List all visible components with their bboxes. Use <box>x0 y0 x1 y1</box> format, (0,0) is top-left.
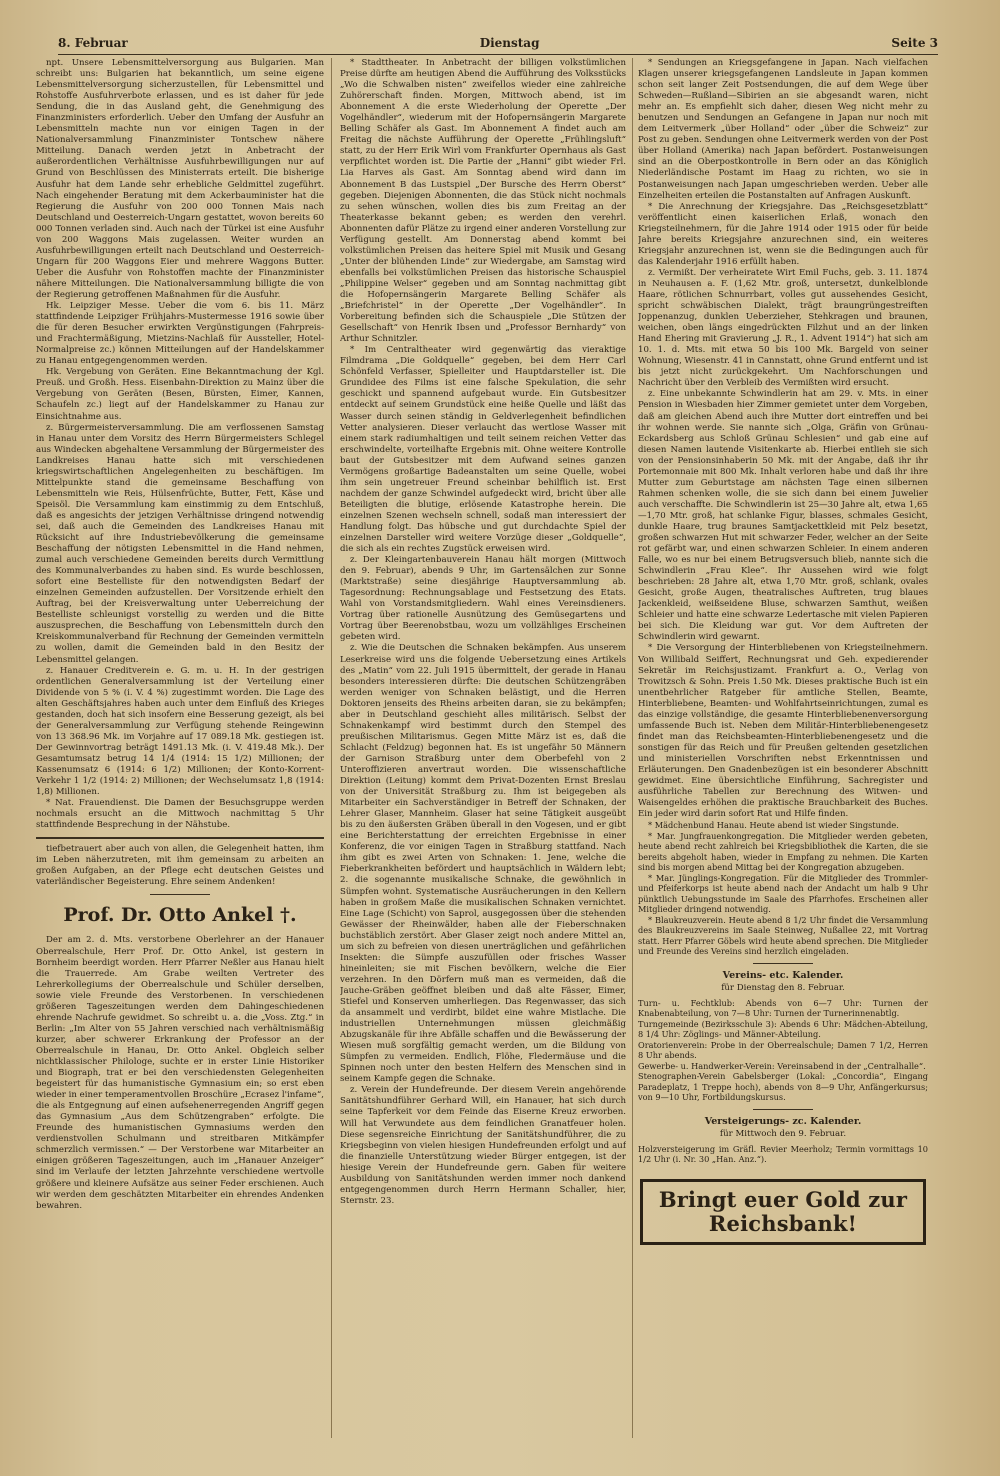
obituary-text: Der am 2. d. Mts. verstorbene Oberlehrer an der Hanauer Oberrealschule, Herr Prof. Dr. Otto Ankel, ist gestern in Bornheim beerdigt worden. Herr Pfarrer Neßler aus Hanau hielt die Trauerrede. Am Grabe weilten Vertreter des Lehrerkollegiums der Oberrealschule und Schüler derselben, sowie viele Freunde des Verstorbenen. In verschiedenen größeren Tageszeitungen werden dem Dahingeschiedenen ehrende Nachrufe gewidmet. So schreibt u. a. die „Voss. Ztg.“ in Berlin: „Im Alter von 55 Jahren verschied nach verhältnismäßig kurzer, aber schwerer Erkrankung der Professor an der Oberrealschule in Hanau, Dr. Otto Ankel. Obgleich selber nichtklassischer Philologe, suchte er in erster Linie Historiker und Biograph, trat er bei den verschiedensten Gelegenheiten begeistert für das humanistische Gymnasium ein; so erst eben wieder in einer temperamentvollen Broschüre „Ecrasez l'infame“, die als Entgegnung auf einen aufsehenerregenden Angriff gegen das Gymnasium „Aus dem Schützengraben“ erfolgte. Die Freunde des humanistischen Gymnasiums werden den verdienstvollen Schulmann und streitbaren Mitkämpfer schmerzlich vermissen.“ — Der Verstorbene war Mitarbeiter an einigen größeren Tageszeitungen, auch im „Hanauer Anzeiger“ sind im Verlaufe der letzten Jahrzehnte verschiedene wertvolle größere und kleinere Aufsätze aus seiner Feder erschienen. Auch wir werden dem geschätzten Mitarbeiter ein ehrendes Andenken bewahren. <box>36 935 324 1211</box>
divider <box>753 1109 813 1110</box>
column-left <box>36 58 324 1428</box>
kalender-entry: Oratorienverein: Probe in der Oberrealschule; Damen 7 1/2, Herren 8 Uhr abends. <box>638 1039 928 1061</box>
header-weekday: Dienstag <box>479 36 540 50</box>
kalender-entry: Stenographen-Verein Gabelsberger (Lokal: „Concordia“, Eingang Paradeplatz, 1 Treppe hoch), abends von 8—9 Uhr, Anfängerkursus; von 9—10 Uhr, Fortbildungskursus. <box>638 1071 928 1103</box>
page-header <box>58 32 938 55</box>
column-right <box>638 58 928 1428</box>
kalender-entry: Holzversteigerung im Gräfl. Revier Meerholz; Termin vormittags 10 1/2 Uhr (i. Nr. 30 „Han. Anz.“). <box>638 1143 928 1165</box>
header-date: 8. Februar <box>58 36 128 50</box>
kalender-title: Vereins- etc. Kalender. <box>722 969 844 981</box>
article-frauendienst: * Nat. Frauendienst. Die Damen der Besuchsgruppe werden nochmals ersucht an die Mittwoch nachmittag 5 Uhr stattfindende Besprechung in der Nähstube. <box>36 798 324 831</box>
article-stadttheater: * Stadttheater. In Anbetracht der billigen volkstümlichen Preise dürfte am heutigen Abend die Aufführung des Volksstücks „Wo die Schwalben nisten“ zweifellos wieder eine zahlreiche Zuhörerschaft finden. Morgen, Mittwoch abend, ist im Abonnement A die erste Wiederholung der Operette „Der Vogelhändler“, wiederum mit der Hofopernsängerin Margarete Belling Schäfer als Gast. Im Abonnement A findet auch am Freitag die nächste Aufführung der Operette „Frühlingsluft“ statt, zu der Herr Erik Wirl vom Frankfurter Opernhaus als Gast verpflichtet worden ist. Die Partie der „Hanni“ gibt wieder Frl. Lia Harves als Gast. Am Sonntag abend wird dann im Abonnement B das Lustspiel „Der Bursche des Herrn Oberst“ gegeben. Diejenigen Abonnenten, die das Stück nicht nochmals zu sehen wünschen, wollen dies bis zum Freitag an der Theaterkasse bekannt geben; es werden den verehrl. Abonnenten dafür Plätze zu irgend einer anderen Vorstellung zur Verfügung gestellt. Am Donnerstag abend kommt bei volkstümlichen Preisen das heitere Spiel mit Musik und Gesang „Unter der blühenden Linde“ zur Wiedergabe, am Samstag wird ebenfalls bei volkstümlichen Preisen das historische Schauspiel „Philippine Welser“ gegeben und am Sonntag nachmittag gibt die Hofopernsängerin Margarete Belling Schäfer als „Briefchristel“ in der Operette „Der Vogelhändler“. In Vorbereitung befinden sich die Schauspiele „Die Stützen der Gesellschaft“ von Henrik Ibsen und „Professor Bernhardy“ von Arthur Schnitzler. <box>340 58 626 345</box>
kalender-title: Versteigerungs- zc. Kalender. <box>704 1115 862 1127</box>
column-divider <box>632 58 633 1438</box>
article-centraltheater: * Im Centraltheater wird gegenwärtig das vieraktige Filmdrama „Die Goldquelle“ gegeben, bei dem Herr Carl Schönfeld Verfasser, Spielleiter und Hauptdarsteller ist. Die Grundidee des Films ist eine falsche Spekulation, die sehr geschickt und spannend aufgebaut wurde. Ein Gutsbesitzer entdeckt auf seinem Grundstück eine heiße Quelle und läßt das Wasser durch seinen ständig in Geldverlegenheit befindlichen Vetter analysieren. Dieser verlaucht das wertlose Wasser mit einem stark radiumhaltigen und teilt seinem reichen Vetter das erschwindelte, vorteilhafte Ergebnis mit. Ohne weitere Kontrolle baut der Gutsbesitzer mit dem Aufwand seines ganzen Vermögens großartige Badeanstalten um seine Quelle, wobei ihm sein ungetreuer Freund scheinbar behilflich ist. Erst nachdem der ganze Schwindel aufgedeckt wird, bricht über alle Beteiligten die blutige, erlösende Katastrophe herein. Die einzelnen Szenen wechseln schnell, sodaß man interessiert der Handlung folgt. Das hübsche und gut durchdachte Spiel der einzelnen Darsteller wird weitere Vorzüge dieser „Goldquelle“, die sich als ein rechtes Zugstück erweisen wird. <box>340 345 626 555</box>
header-page-number: Seite 3 <box>891 36 938 50</box>
article-vermisst: z. Vermißt. Der verheiratete Wirt Emil Fuchs, geb. 3. 11. 1874 in Neuhausen a. F. (1,62 Mtr. groß, untersetzt, dunkelblonde Haare, rötlichen Schnurrbart, volles gut aussehendes Gesicht, spricht schwäbischen Dialekt, trägt braungrüngestreiften Joppenanzug, dunklen Ueberzieher, Stehkragen und braunen, weichen, oben längs eingedrückten Filzhut und an der linken Hand Ehering mit Gravierung „J. R., 1. Advent 1914“) hat sich am 10. 1. d. Mts. mit etwa 50 bis 100 Mk. Bargeld von seiner Wohnung, Wiesenstr. 41 in Cannstatt, ohne Grund entfernt und ist bis jetzt nicht zurückgekehrt. Um Nachforschungen und Nachricht über den Verbleib des Vermißten wird ersucht. <box>638 267 928 389</box>
article-hinterbliebene: * Die Versorgung der Hinterbliebenen von Kriegsteilnehmern. Von Willibald Seiffert, Rechnungsrat und Geh. expedierender Sekretär im Reichsjustizamt. Frankfurt a. O., Verlag von Trowitzsch & Sohn. Preis 1.50 Mk. Dieses praktische Buch ist ein unentbehrlicher Ratgeber für amtliche Stellen, Beamte, Hinterbliebene, Beamten- und Wohlfahrtseinrichtungen, zumal es das einzige vollständige, die gesamte Hinterbliebenenversorgung umfassende Buch ist. Neben dem Militär-Hinterbliebenengesetz findet man das Reichsbeamten-Hinterbliebenengesetz und die sonstigen für das Reich und für Preußen geltenden gesetzlichen und ministeriellen Vorschriften nebst Erkenntnissen und Erläuterungen. Den Gnadenbezügen ist ein besonderer Abschnitt gewidmet. Eine übersichtliche Einführung, Sachregister und ausführliche Tabellen zur Berechnung des Witwen- und Waisengeldes erhöhen die praktische Brauchbarkeit des Buches. Ein jeder wird darin sofort Rat und Hilfe finden. <box>638 643 928 820</box>
vereins-kalender <box>638 970 928 1103</box>
article-kleingartenbauverein: z. Der Kleingartenbauverein Hanau hält morgen (Mittwoch den 9. Februar), abends 9 Uhr, im Gartensälchen zur Sonne (Marktstraße) seine diesjährige Hauptversammlung ab. Tagesordnung: Rechnungsablage und Festsetzung des Etats. Wahl von Vorstandsmitgliedern. Wahl eines Vereinsdieners. Vortrag über rationelle Ausnützung des Gemüsegartens und Vortrag über Beerenobstbau, wozu um vollzähliges Erscheinen gebeten wird. <box>340 555 626 643</box>
article-leipziger-messe: Hk. Leipziger Messe. Ueber die vom 6. bis 11. März stattfindende Leipziger Frühjahrs-Mustermesse 1916 sowie über die für deren Besucher erwirkten Vergünstigungen (Fahrpreis- und Frachtermäßigung, Mietzins-Nachlaß für Aussteller, Hotel-Normalpreise zc.) können Mitteilungen auf der Handelskammer zu Hanau entgegengenommen werden. <box>36 301 324 367</box>
column-middle <box>340 58 626 1428</box>
article-schwindlerin: z. Eine unbekannte Schwindlerin hat am 29. v. Mts. in einer Pension in Wiesbaden hier Zimmer gemietet unter dem Vorgeben, daß am gleichen Abend auch ihre Mutter dort eintreffen und bei ihr wohnen werde. Sie nannte sich „Olga, Gräfin von Grünau-Eckardsberg aus Schloß Grünau Schlesien“ und gab eine auf diesen Namen lautende Visitenkarte ab. Hierbei entlieh sie sich von der Pensionsinhaberin 50 Mk. mit der Angabe, daß ihr ihr Portemonnaie mit 800 Mk. Inhalt verloren habe und daß ihr ihre Mutter zum Geburtstage am nächsten Tage einen silbernen Rahmen schenken wolle, die sie sich dann bei einem Juwelier auch verschaffte. Die Schwindlerin ist 25—30 Jahre alt, etwa 1,65—1,70 Mtr. groß, hat schlanke Figur, blasses, schmales Gesicht, dunkle Haare, trug braunes Samtjackettkleid mit Pelz besetzt, großen schwarzen Hut mit schwarzer Feder, welcher an der Seite rot gefärbt war, und einen schwarzen Schleier. In einem anderen Falle, wo es nur bei einem Betrugsversuch blieb, nannte sich die Schwindlerin „Frau Klee“. Ihr Aussehen wird wie folgt beschrieben: 28 Jahre alt, etwa 1,70 Mtr. groß, schlank, ovales Gesicht, große Augen, theatralisches Auftreten, trug blaues Jackenkleid, weißseidene Bluse, schwarzen Samthut, weißen Schleier und hatte eine schwarze Ledertasche mit vielen Papieren bei sich. Die Kleidung war gut. Vor dem Auftreten der Schwindlerin wird gewarnt. <box>638 389 928 643</box>
obituary-continuation: tiefbetrauert aber auch von allen, die Gelegenheit hatten, ihm im Leben näherzutreten, mit ihm gemeinsam zu arbeiten an großen Aufgaben, an der Pflege echt deutschen Geistes und vaterländischer Begeisterung. Ehre seinem Andenken! <box>36 844 324 888</box>
article-creditverein: z. Hanauer Creditverein e. G. m. u. H. In der gestrigen ordentlichen Generalversammlung ist der Verteilung einer Dividende von 5 % (i. V. 4 %) zugestimmt worden. Die Lage des alten Geschäftsjahres haben auch unter dem Einfluß des Krieges gestanden, doch hat sich insofern eine Besserung gezeigt, als bei der Generalversammlung zur Verfügung stehende Reingewinn von 13 368.96 Mk. im Vorjahre auf 17 089.18 Mk. gestiegen ist. Der Gewinnvortrag beträgt 1491.13 Mk. (i. V. 419.48 Mk.). Der Gesamtumsatz betrug 14 1/4 (1914: 15 1/2) Millionen; der Kassenumsatz 6 (1914: 6 1/2) Millionen; der Konto-Korrent-Verkehr 1 1/2 (1914: 2) Millionen; der Wechselumsatz 1,8 (1914: 1,8) Millionen. <box>36 665 324 798</box>
kalender-entry: Turngemeinde (Bezirksschule 3): Abends 6 Uhr: Mädchen-Abteilung, 8 1/4 Uhr: Zöglings- und Männer-Abteilung. <box>638 1018 928 1040</box>
notice-blaukreuzverein: * Blaukreuzverein. Heute abend 8 1/2 Uhr findet die Versammlung des Blaukreuzvereins im Saale Steinweg, Nußallee 22, mit Vortrag statt. Herr Pfarrer Göbels wird heute abend sprechen. Die Mitglieder und Freunde des Vereins sind herzlich eingeladen. <box>638 914 928 957</box>
article-kriegsjahre: * Die Anrechnung der Kriegsjahre. Das „Reichsgesetzblatt“ veröffentlicht einen kaiserlichen Erlaß, wonach den Kriegsteilnehmern, für die Jahre 1914 oder 1915 oder für beide Jahre bereits Kriegsjahre anzurechnen sind, ein weiteres Kriegsjahr anzurechnen ist, wenn sie die Bedingungen auch für das Kalenderjahr 1916 erfüllt haben. <box>638 201 928 267</box>
kalender-entry: Gewerbe- u. Handwerker-Verein: Vereinsabend in der „Centralhalle“. <box>638 1060 926 1071</box>
article-kriegsgefangene-japan: * Sendungen an Kriegsgefangene in Japan. Nach vielfachen Klagen unserer kriegsgefangenen Landsleute in Japan kommen schon seit langer Zeit Postsendungen, die auf dem Wege über Schweden—Rußland—Sibirien an sie abgesandt waren, nicht mehr an. Es empfiehlt sich daher, diesen Weg nicht mehr zu benutzen und Sendungen an Gefangene in Japan nur noch mit dem Leitvermerk „über Holland“ oder „über die Schweiz“ zur Post zu geben. Sendungen ohne Leitvermerk werden von der Post über Holland (Amerika) nach Japan befördert. Postanweisungen sind an die Oberpostkontrolle in Bern oder an das Königlich Niederländische Postamt im Haag zu richten, wo sie in Postanweisungen nach Japan umgeschrieben werden. Ueber alle Einzelheiten erteilen die Postanstalten auf Anfragen Auskunft. <box>638 58 928 201</box>
divider <box>753 963 813 964</box>
column-divider <box>331 58 332 1438</box>
kalender-subtitle: für Mittwoch den 9. Februar. <box>719 1128 847 1139</box>
article-hundefreunde: z. Verein der Hundefreunde. Der diesem Verein angehörende Sanitätshundführer Gerhard Will, ein Hanauer, hat sich durch seine Tapferkeit vor dem Feinde das Eiserne Kreuz erworben. Will hat Verwundete aus dem feindlichen Granatfeuer holen. Diese segensreiche Einrichtung der Sanitätshundführer, die zu Kriegsbeginn von vielen hiesigen Hundefreunden erfolgt und auf die finanzielle Unterstützung wieder Bürger entgegen, ist der hiesige Verein der Hundefreunde gern. Gaben für weitere Ausbildung von Sanitätshunden werden immer noch dankend entgegengenommen durch Herrn Hermann Schaller, hier, Sternstr. 23. <box>340 1085 626 1206</box>
article-schnaken: z. Wie die Deutschen die Schnaken bekämpfen. Aus unserem Leserkreise wird uns die folgende Uebersetzung eines Artikels des „Matin“ vom 22. Juli 1915 übermittelt, der gerade in Hanau besonders interessieren dürfte: Die deutschen Schützengräben werden weniger von Schnaken belästigt, und die Herren Doktoren jenseits des Rheins arbeiten daran, sie zu bekämpfen; aber in Deutschland geschieht alles militärisch. Selbst der Schnakenkampf wird bestimmt durch den Stempel des preußischen Militarismus. Gegen Mitte März ist es, daß die Schlacht (Feldzug) begonnen hat. Es ist ungefähr 50 Männern der Garnison Straßburg unter dem Oberbefehl von 2 Unteroffizieren anvertraut worden. Die wissenschaftliche Direktion (Leitung) kommt dem Privat-Dozenten Ernst Breslau von der Universität Straßburg zu. Ihm ist beigegeben als Mitarbeiter ein Sachverständiger in Betreff der Schnaken, der Lehrer Glaser, Mannheim. Glaser hat seine Tätigkeit ausgeübt bis zu den äußersten Gräben überall in den Vogesen, und er gibt eine Berichterstattung der erreichten Ergebnisse in einer Konferenz, die vor einigen Tagen in Straßburg stattfand. Nach ihm gibt es zwei Arten von Schnaken: 1. Jene, welche die Fieberkrankheiten befördert und hauptsächlich in Wäldern lebt; 2. die sogenannte musikalische Schnake, die gewöhnlich in Sümpfen wohnt. Systematische Ausräucherungen in den Kellern haben in großem Maße die musikalischen Schnaken vernichtet. Eine Lage (Schicht) von Saprol, ausgegossen über die stehenden Gewässer der Rheinwälder, haben alle der Fieberschnaken buchstäblich zerstört. Aber Glaser zeigt noch andere Mittel an, um sich zu befreien von diesen unerträglichen und gefährlichen Insekten: die Sümpfe auszufüllen oder frisches Wasser hineinleiten; sie mit Fischen bevölkern, welche die Eier verzehren. In den Dörfern muß man es vermeiden, daß die Jauche-Gräben geöffnet bleiben und daß alte Fässer, Eimer, Stiefel und Konserven umherliegen. Das Regenwasser, das sich da ansammelt und verdirbt, bildet eine wahre Mistlache. Die industriellen Unternehmungen müssen gleichmäßig Abzugskanäle für ihre Abfälle schaffen und die Bewässerung der Wiesen muß sorgfältig gemacht werden, um die Bildung von Sümpfen zu vermeiden. Endlich, Flöhe, Fledermäuse und die Spinnen noch unter den besten Helfern des Menschen sind in seinem Kampfe gegen die Schnake. <box>340 643 626 1085</box>
kalender-entry: Turn- u. Fechtklub: Abends von 6—7 Uhr: Turnen der Knabenabteilung, von 7—8 Uhr: Turnen der Turnerinnenabtlg. <box>638 997 928 1019</box>
versteigerungs-kalender <box>638 1116 928 1165</box>
divider <box>150 894 210 895</box>
reichsbank-gold-notice: Bringt euer Gold zur Reichsbank! <box>640 1179 926 1245</box>
notice-juenglingskongregation: * Mar. Jünglings-Kongregation. Für die Mitglieder des Trommler- und Pfeiferkorps ist heute abend nach der Andacht um halb 9 Uhr pünktlich Uebungsstunde im Saale des Pfarrhofes. Erscheinen aller Mitglieder dringend notwendig. <box>638 872 928 915</box>
obituary-title: Prof. Dr. Otto Ankel †. <box>63 904 297 927</box>
article-bulgarien: npt. Unsere Lebensmittelversorgung aus Bulgarien. Man schreibt uns: Bulgarien hat bekanntlich, um seine eigene Lebensmittelversorgung sicherzustellen, für Lebensmittel und Rohstoffe Ausfuhrverbote erlassen, und es ist daher für jede Sendung, die in das Ausland geht, die Genehmigung des Finanzministers erforderlich. Ueber den Umfang der Ausfuhr an Lebensmitteln machte nun vor einigen Tagen in der Nationalversammlung Finanzminister Tontschew nähere Mitteilung. Danach werden jetzt in Anbetracht der außerordentlichen Verhältnisse Ausfuhrbewilligungen nur auf Grund von Beschlüssen des Ministerrats erteilt. Die bisherige Ausfuhr hat dem Lande sehr erhebliche Geldmittel zugeführt. Nach eingehender Beratung mit dem Ackerbauminister hat die Regierung die Ausfuhr von 200 000 Tonnen Mais nach Deutschland und Oesterreich-Ungarn gestattet, wovon bereits 60 000 Tonnen verladen sind. Auch nach der Türkei ist eine Ausfuhr von 200 Waggons Mais zugelassen. Weiter wurden an Ausfuhrbewilligungen erteilt nach Deutschland und Oesterreich-Ungarn für 200 Waggons Eier und mehrere Waggons Butter. Ueber die Ausfuhr von Rohstoffen machte der Finanzminister nähere Mitteilungen. Die Nationalversammlung billigte die von der Regierung getroffenen Maßnahmen für die Ausfuhr. <box>36 58 324 300</box>
article-buergermeisterversammlung: z. Bürgermeisterversammlung. Die am verflossenen Samstag in Hanau unter dem Vorsitz des Herrn Bürgermeisters Schlegel aus Windecken abgehaltene Versammlung der Bürgermeister des Landkreises Hanau hatte sich mit verschiedenen kriegswirtschaftlichen Angelegenheiten zu beschäftigen. Im Mittelpunkte stand die gemeinsame Beschaffung von Lebensmitteln wie Reis, Hülsenfrüchte, Butter, Fett, Käse und Speisöl. Die Versammlung kam einstimmig zu dem Entschluß, daß es angesichts der jetzigen Verhältnisse dringend notwendig sei, daß auch die Gemeinden des Landkreises Hanau mit Rücksicht auf ihre Industriebevölkerung die gemeinsame Beschaffung der nötigsten Lebensmittel in die Hand nehmen, zumal auch verschiedene Gemeinden bereits durch Vermittlung des Kommunalverbandes zu haben sind. Es wurde beschlossen, sofort eine Bestelliste für den notwendigsten Bedarf der einzelnen Gemeinden aufzustellen. Der Vorsitzende erhielt den Auftrag, bei der Kreisverwaltung unter Ueberreichung der Bestelliste schleunigst vorstellig zu werden und die Bitte auszusprechen, die Beschaffung von Lebensmitteln durch den Kreiskommunalverband für Rechnung der Gemeinden vermitteln zu wollen, damit die Gemeinden bald in den Besitz der Lebensmittel gelangen. <box>36 422 324 665</box>
notice-maedchenbund: * Mädchenbund Hanau. Heute abend ist wieder Singstunde. <box>648 820 899 831</box>
article-vergebung-geraeten: Hk. Vergebung von Geräten. Eine Bekanntmachung der Kgl. Preuß. und Großh. Hess. Eisenbahn-Direktion zu Mainz über die Vergebung von Geräten (Besen, Bürsten, Eimer, Kannen, Schaufeln zc.) liegt auf der Handelskammer zu Hanau zur Einsichtnahme aus. <box>36 367 324 422</box>
notice-jungfrauenkongregation: * Mar. Jungfrauenkongregation. Die Mitglieder werden gebeten, heute abend recht zahlreich bei Kriegsbibliothek die Karten, die sie bereits abgeholt haben, wieder in Empfang zu nehmen. Die Karten sind bis morgen abend Mittag bei der Kongregation abzugeben. <box>638 830 928 873</box>
kalender-subtitle: für Dienstag den 8. Februar. <box>721 982 845 993</box>
section-rule <box>36 837 324 839</box>
